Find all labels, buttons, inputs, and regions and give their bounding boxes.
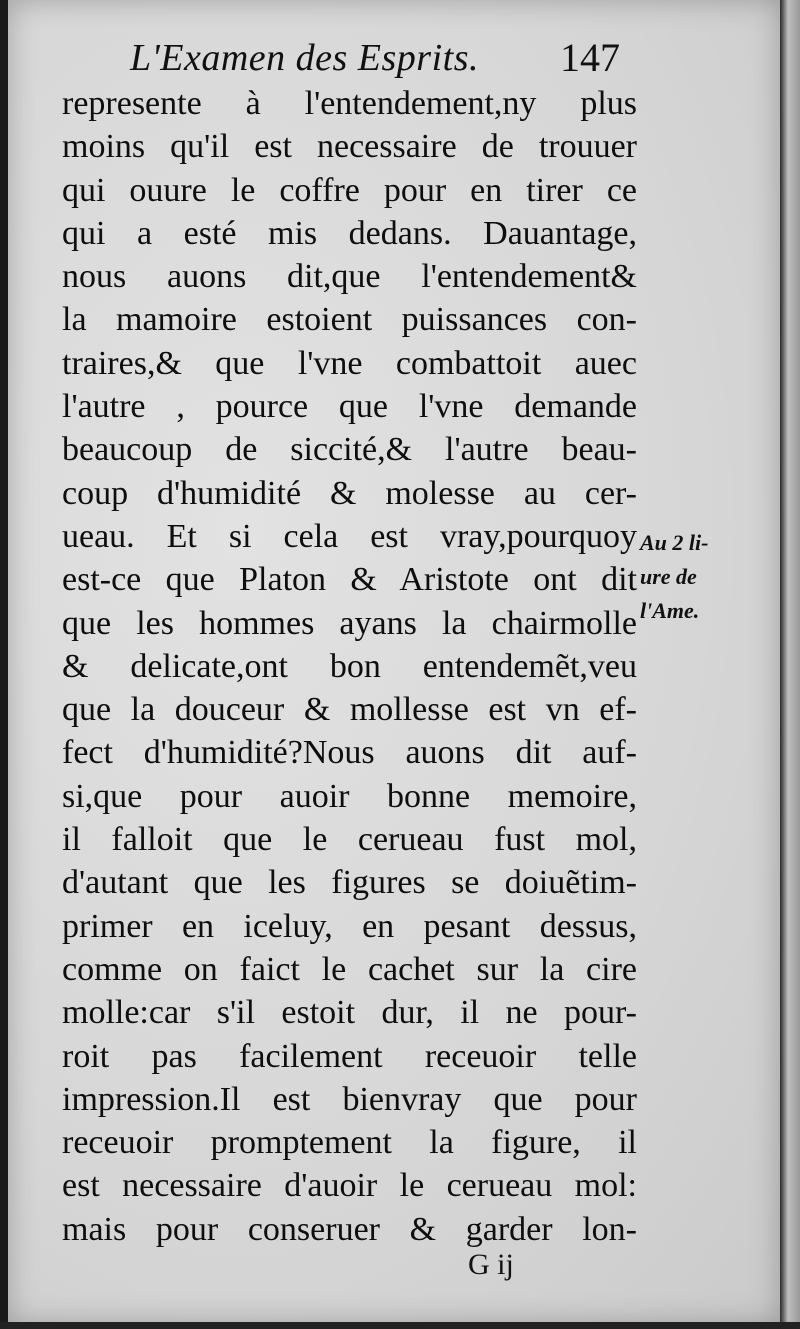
text-line: que la douceur & mollesse est vn ef- [62, 691, 637, 729]
running-head: L'Examen des Esprits. [130, 37, 479, 79]
text-line: roit pas facilement receuoir telle [62, 1037, 637, 1075]
page-header [130, 32, 620, 84]
page-edge-right [780, 0, 800, 1329]
margin-note-line: Au 2 li- [640, 530, 709, 555]
text-line: beaucoup de siccité,& l'autre beau- [62, 431, 637, 469]
text-line: il falloit que le cerueau fust mol, [62, 821, 637, 859]
page-number: 147 [560, 35, 620, 80]
text-line: que les hommes ayans la chairmolle [62, 604, 637, 642]
text-line: fect d'humidité?Nous auons dit auf- [62, 734, 637, 772]
text-line: ueau. Et si cela est vray,pourquoy [62, 517, 637, 555]
text-line: primer en iceluy, en pesant dessus, [62, 907, 637, 945]
text-line: la mamoire estoient puissances con- [62, 301, 637, 339]
text-line: nous auons dit,que l'entendement& [62, 258, 637, 296]
text-line: qui ouure le coffre pour en tirer ce [62, 171, 637, 209]
margin-note-line: ure de [640, 564, 697, 589]
page-edge-bottom [0, 1322, 800, 1329]
text-line: est-ce que Platon & Aristote ont dit [62, 561, 637, 599]
text-line: moins qu'il est necessaire de trouuer [62, 128, 637, 166]
text-line: molle:car s'il estoit dur, il ne pour- [62, 994, 637, 1032]
text-line: comme on faict le cachet sur la cire [62, 950, 637, 988]
text-line: si,que pour auoir bonne memoire, [62, 777, 637, 815]
text-line: represente à l'entendement,ny plus [62, 85, 637, 122]
text-line: impression.Il est bienvray que pour [62, 1080, 637, 1118]
text-line: l'autre , pource que l'vne demande [62, 388, 637, 426]
text-line: traires,& que l'vne combattoit auec [62, 344, 637, 382]
margin-note [640, 526, 770, 628]
margin-note-line: l'Ame. [640, 598, 700, 623]
text-line: est necessaire d'auoir le cerueau mol: [62, 1167, 637, 1205]
signature-mark: G ij [468, 1248, 514, 1281]
text-line: coup d'humidité & molesse au cer- [62, 474, 637, 512]
body-text [62, 82, 637, 1251]
text-line: d'autant que les figures se doiuẽtim- [62, 864, 637, 902]
text-line: mais pour conseruer & garder lon- [62, 1210, 637, 1248]
text-line: qui a esté mis dedans. Dauantage, [62, 214, 637, 252]
text-line: receuoir promptement la figure, il [62, 1124, 637, 1162]
text-line: & delicate,ont bon entendemẽt,veu [62, 647, 637, 685]
